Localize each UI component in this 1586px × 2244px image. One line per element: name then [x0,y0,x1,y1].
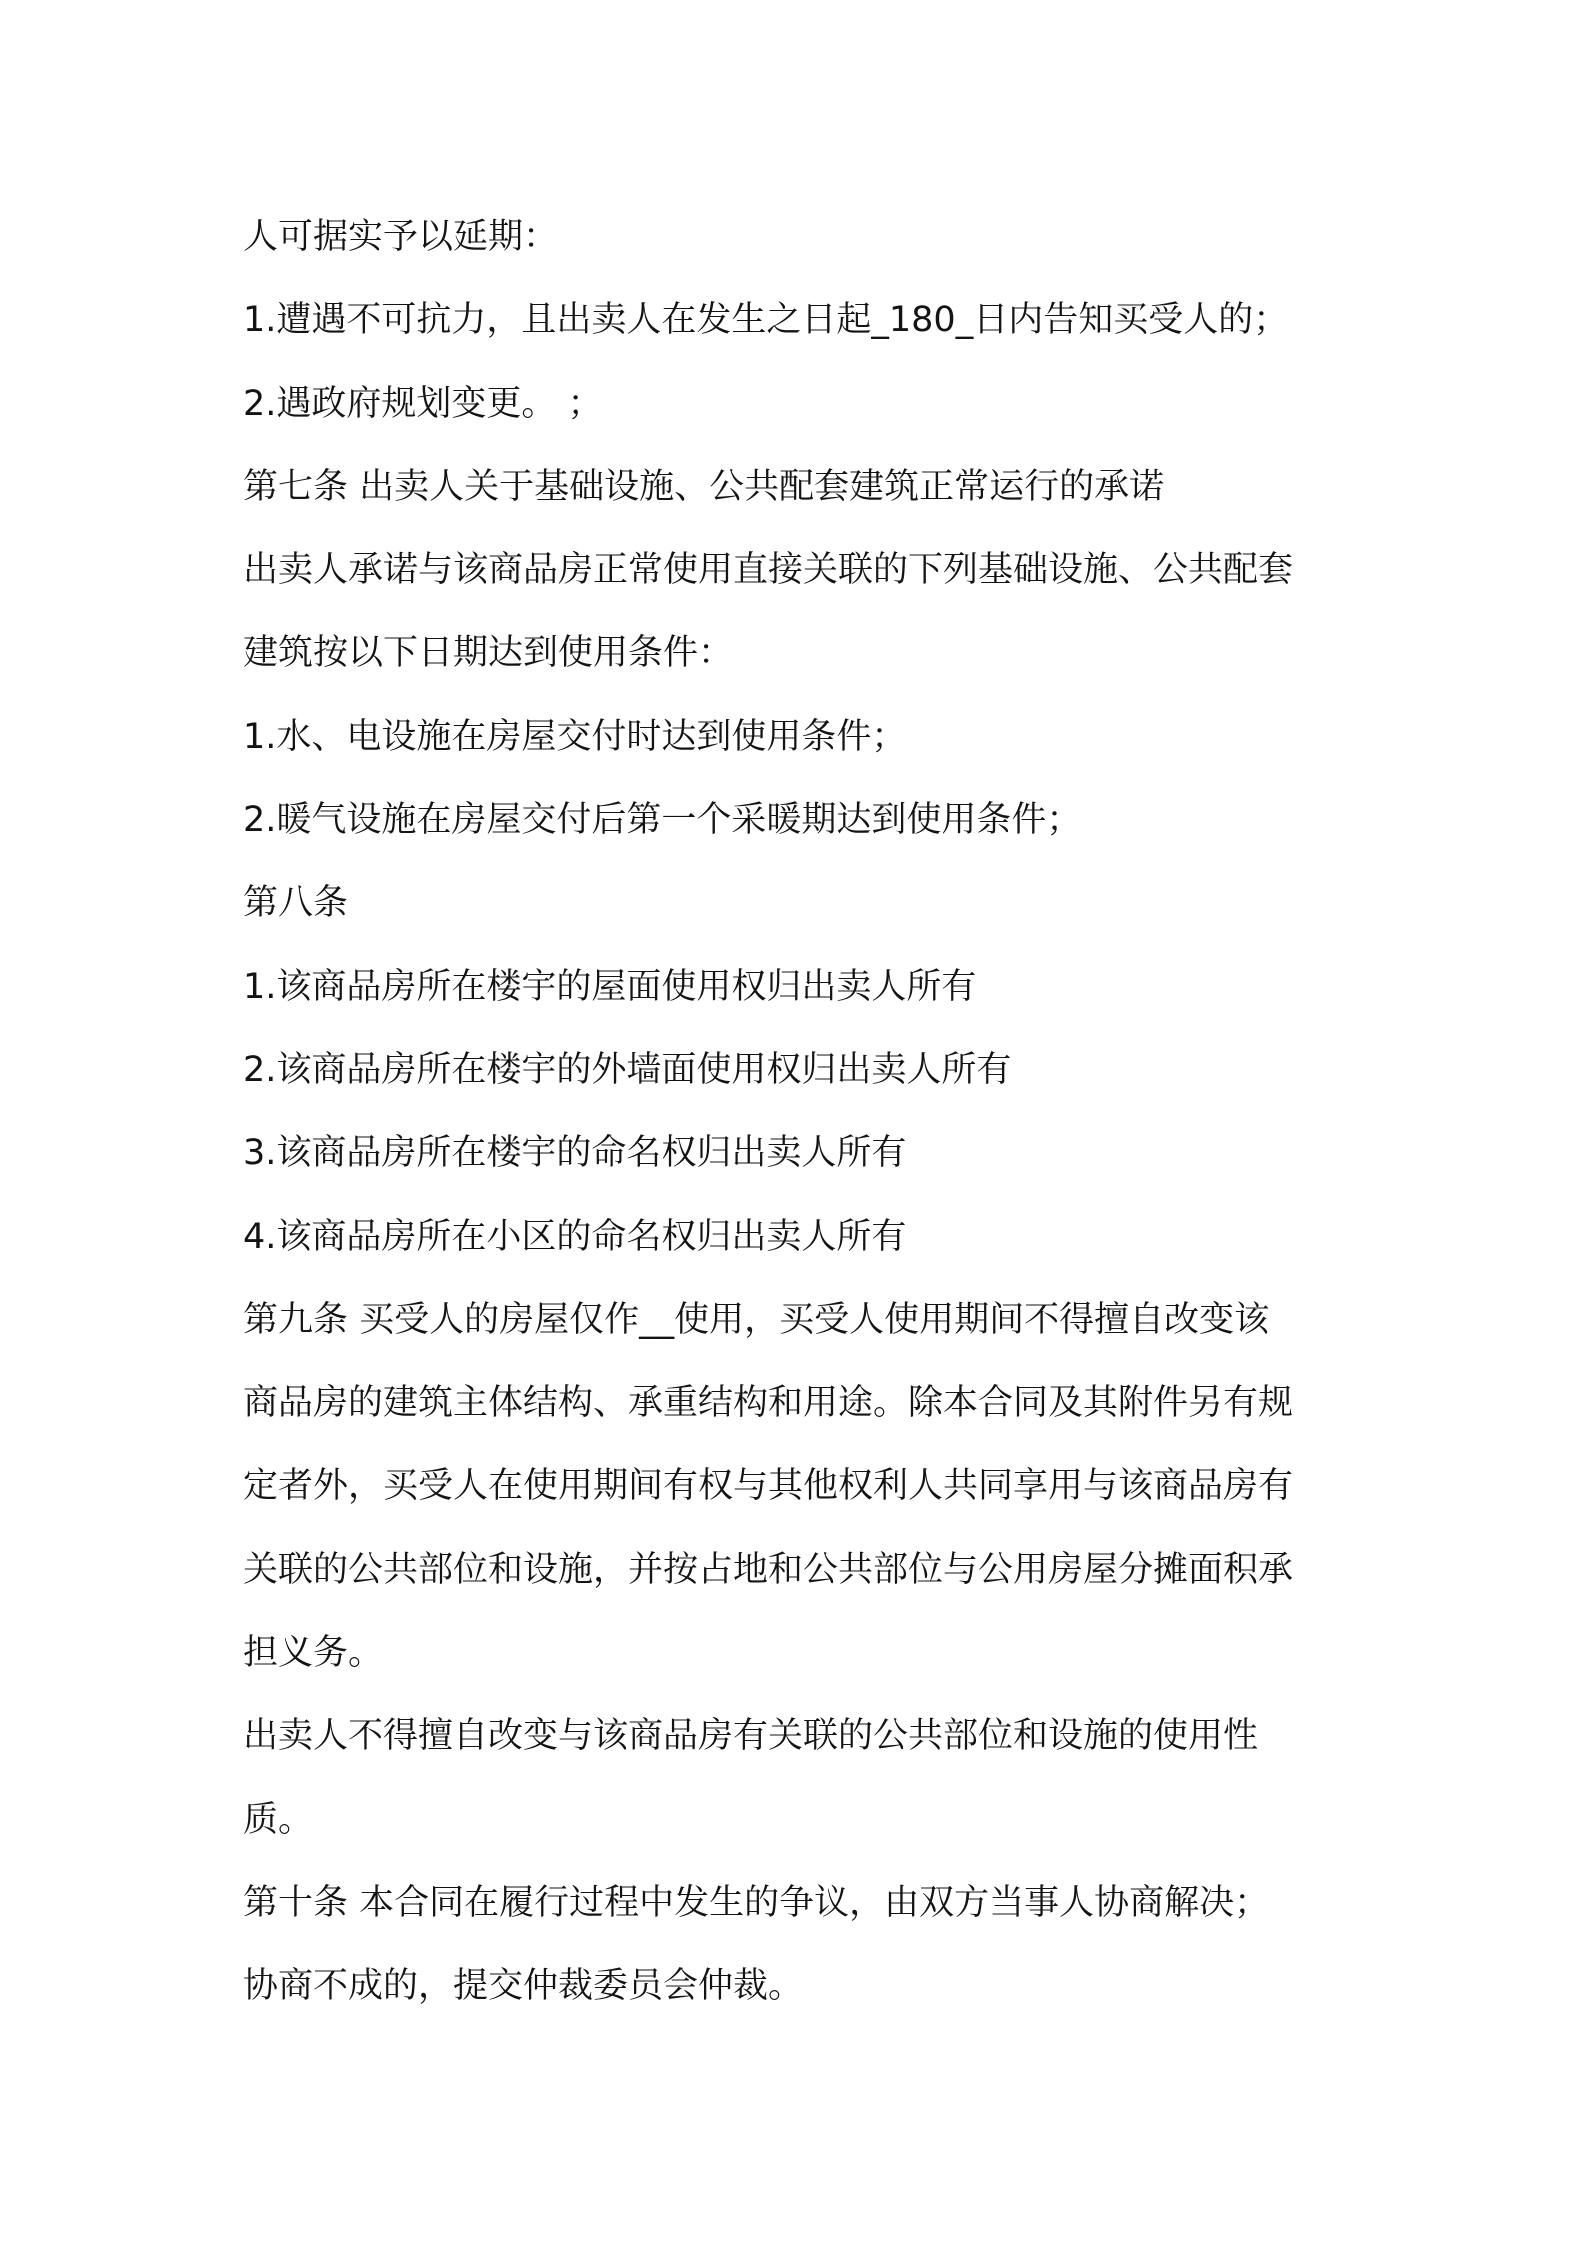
text-line: 担义务。 [243,1633,384,1674]
text-line: 出卖人不得擅自改变与该商品房有关联的公共部位和设施的使用性 [243,1716,1259,1757]
text-line: 出卖人承诺与该商品房正常使用直接关联的下列基础设施、公共配套 [243,550,1294,591]
document-body [243,196,1363,2029]
text-line: 2.遇政府规划变更。 ； [243,383,603,424]
article-10-heading: 第十条 本合同在履行过程中发生的争议，由双方当事人协商解决； [243,1882,1270,1923]
text-line: 1.水、电设施在房屋交付时达到使用条件； [243,716,907,757]
article-9-heading: 第九条 买受人的房屋仅作__使用，买受人使用期间不得擅自改变该 [243,1299,1270,1340]
text-line: 1.该商品房所在楼宇的屋面使用权归出卖人所有 [243,966,977,1007]
article-7-heading: 第七条 出卖人关于基础设施、公共配套建筑正常运行的承诺 [243,466,1165,507]
text-line: 2.该商品房所在楼宇的外墙面使用权归出卖人所有 [243,1049,1012,1090]
text-line: 3.该商品房所在楼宇的命名权归出卖人所有 [243,1133,907,1174]
text-line: 商品房的建筑主体结构、承重结构和用途。除本合同及其附件另有规 [243,1383,1294,1424]
text-line: 人可据实予以延期： [243,217,559,257]
text-line: 关联的公共部位和设施，并按占地和公共部位与公用房屋分摊面积承 [243,1549,1294,1590]
article-8-heading: 第八条 [243,883,349,924]
text-line: 建筑按以下日期达到使用条件： [243,633,734,674]
text-line: 协商不成的，提交仲裁委员会仲裁。 [243,1966,804,2007]
text-line: 4.该商品房所在小区的命名权归出卖人所有 [243,1216,907,1257]
text-line: 1.遭遇不可抗力，且出卖人在发生之日起_180_日内告知买受人的； [243,300,1289,341]
text-line: 质。 [243,1799,314,1840]
text-line: 2.暖气设施在房屋交付后第一个采暖期达到使用条件； [243,800,1082,841]
text-line: 定者外，买受人在使用期间有权与其他权利人共同享用与该商品房有 [243,1466,1294,1507]
